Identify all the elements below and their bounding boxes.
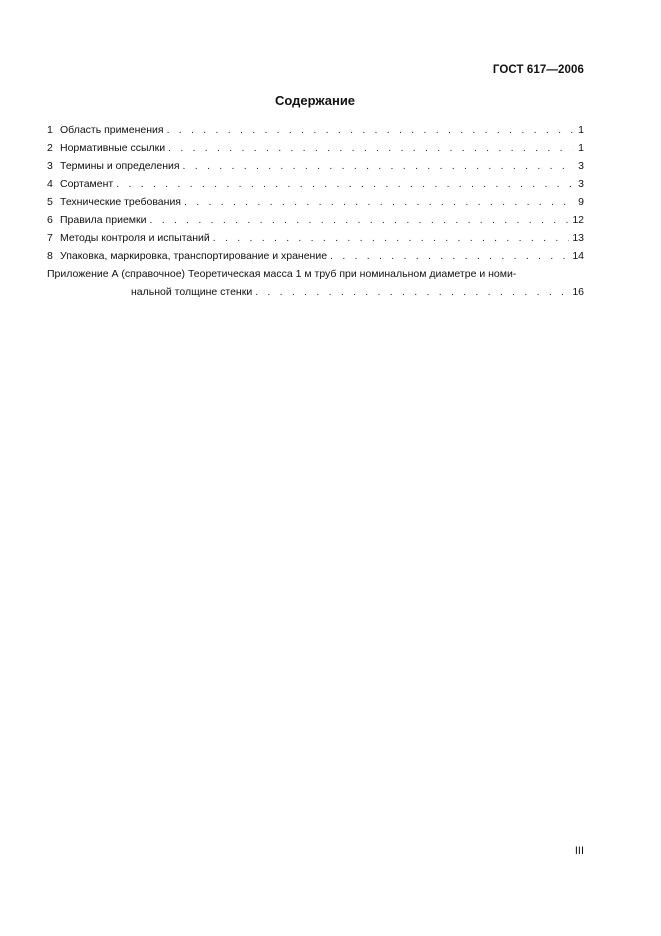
toc-entry-page: 12 (572, 214, 584, 226)
toc-entry[interactable] (47, 121, 584, 139)
toc-entry-label: Нормативные ссылки (60, 142, 166, 154)
toc-title: Содержание (274, 93, 356, 108)
dot-leader (167, 121, 573, 139)
toc-entry[interactable] (47, 157, 584, 175)
toc-entry-number: 3 (47, 160, 53, 172)
toc-entry-number: 7 (47, 232, 53, 244)
page-number: III (574, 845, 584, 857)
toc-entry-page: 1 (578, 124, 584, 136)
toc-annex-page: 16 (572, 286, 584, 298)
toc-annex-continuation (47, 283, 584, 301)
toc-entry-page: 3 (578, 178, 584, 190)
toc-entry[interactable] (47, 229, 584, 247)
toc-entry[interactable] (47, 175, 584, 193)
toc-entry-page: 3 (578, 160, 584, 172)
toc-annex-title: Приложение А (справочное) Теоретическая масса 1 м труб при номинальном диаметре и номи- (47, 268, 517, 280)
toc-entry-label: Термины и определения (60, 160, 180, 172)
toc-entry-page: 14 (572, 250, 584, 262)
toc-entry-label: Методы контроля и испытаний (60, 232, 210, 244)
toc-entry-label: Упаковка, маркировка, транспортирование и хранение (60, 250, 328, 262)
toc-entry-number: 8 (47, 250, 53, 262)
toc-annex-title-cont: нальной толщине стенки (131, 286, 253, 298)
dot-leader (168, 139, 573, 157)
toc-entry-label: Технические требования (60, 196, 181, 208)
dot-leader (213, 229, 570, 247)
dot-leader (149, 211, 569, 229)
toc-entry-label: Область применения (60, 124, 164, 136)
dot-leader (184, 193, 573, 211)
toc-entry-page: 9 (578, 196, 584, 208)
toc-entry[interactable] (47, 193, 584, 211)
toc-entry[interactable] (47, 139, 584, 157)
dot-leader (183, 157, 573, 175)
standard-code: ГОСТ 617—2006 (492, 64, 584, 76)
toc-entry-number: 4 (47, 178, 53, 190)
toc-entry-number: 1 (47, 124, 53, 136)
toc-entry-label: Правила приемки (60, 214, 147, 226)
toc-entry[interactable] (47, 211, 584, 229)
dot-leader (116, 175, 573, 193)
toc-annex-entry[interactable] (47, 265, 584, 301)
toc-entry-number: 5 (47, 196, 53, 208)
dot-leader (330, 247, 569, 265)
toc-entry-page: 1 (578, 142, 584, 154)
toc-entry-number: 2 (47, 142, 53, 154)
toc-entry-number: 6 (47, 214, 53, 226)
toc-entry-label: Сортамент (60, 178, 114, 190)
toc-entry-page: 13 (572, 232, 584, 244)
dot-leader (255, 283, 569, 301)
toc-entry[interactable] (47, 247, 584, 265)
table-of-contents (47, 121, 584, 301)
